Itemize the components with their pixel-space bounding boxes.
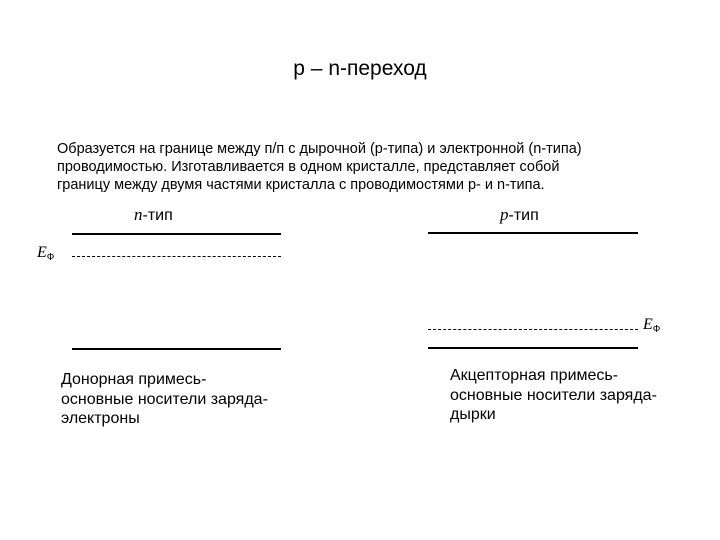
- caption-line: электроны: [61, 410, 140, 427]
- caption-line: Донорная примесь-: [61, 371, 207, 388]
- p-type-letter: p: [500, 205, 509, 224]
- caption-line: дырки: [450, 406, 496, 423]
- caption-line: основные носители заряда-: [450, 386, 657, 404]
- p-type-header: [500, 205, 539, 225]
- n-type-header: [134, 205, 173, 225]
- description-line: Образуется на границе между п/п с дырочной (p-типа) и электронной (n-типа): [57, 141, 582, 157]
- n-fermi-level-label: [37, 244, 54, 263]
- p-fermi-level-line: [428, 329, 638, 330]
- caption-line: основные носители заряда-: [61, 390, 268, 408]
- n-valence-band-edge: [72, 348, 281, 350]
- p-type-suffix: -тип: [508, 207, 539, 224]
- fermi-subscript: Ф: [46, 252, 55, 263]
- n-conduction-band-edge: [72, 233, 281, 235]
- caption-line: Акцепторная примесь-: [450, 367, 619, 384]
- description-text: [57, 140, 677, 194]
- fermi-symbol: E: [643, 316, 653, 333]
- fermi-subscript: Ф: [652, 324, 661, 335]
- p-conduction-band-edge: [428, 232, 638, 234]
- n-type-letter: n: [134, 205, 143, 224]
- n-type-suffix: -тип: [142, 207, 173, 224]
- description-line: проводимостью. Изготавливается в одном кристалле, представляет собой: [57, 159, 560, 175]
- slide-title: p – n-переход: [293, 57, 427, 80]
- n-type-caption: [61, 370, 268, 429]
- p-fermi-level-label: [643, 316, 660, 335]
- p-type-caption: [450, 366, 657, 425]
- n-fermi-level-line: [72, 256, 281, 257]
- p-valence-band-edge: [428, 347, 638, 349]
- description-line: границу между двумя частями кристалла с проводимостями p- и n-типа.: [57, 177, 545, 193]
- fermi-symbol: E: [37, 244, 47, 261]
